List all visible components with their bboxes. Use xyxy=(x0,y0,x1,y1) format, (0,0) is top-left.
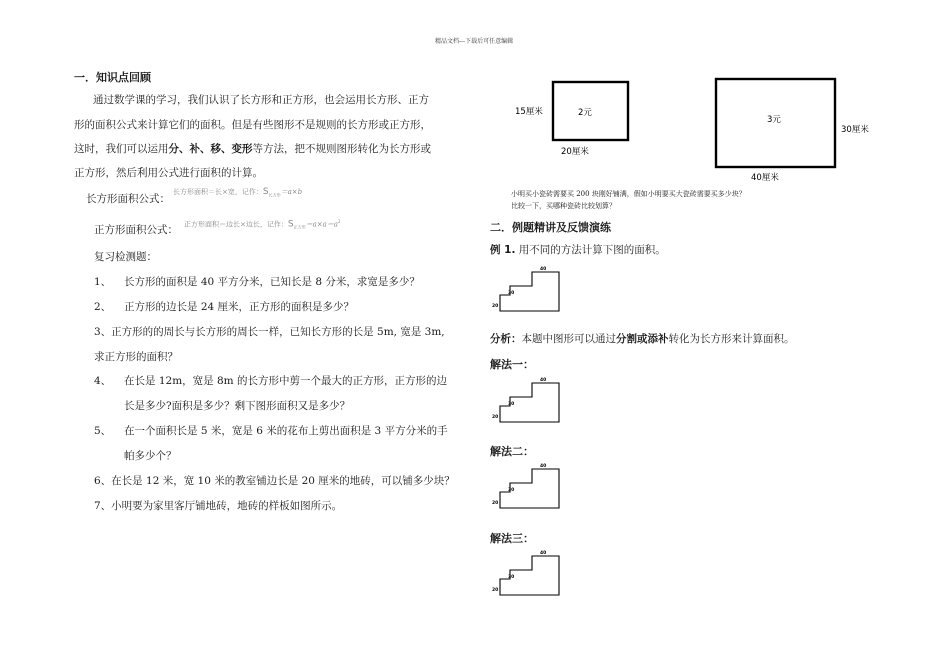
square-formula-eq: ＝a×a＝a xyxy=(305,220,338,229)
example-1 xyxy=(490,242,666,257)
section1-title: 一．知识点回顾 xyxy=(74,71,151,84)
square-formula-sub: 正方形 xyxy=(293,224,306,230)
question-5-line-1: 在一个面积长是 5 米，宽是 6 米的花布上剪出面积是 3 平方分米的手 xyxy=(124,425,448,437)
intro-line-3-a: 这时，我们可以运用 xyxy=(74,143,169,155)
rect-formula xyxy=(173,187,302,198)
question-4-line-2: 长是多少?面积是多少？剩下图形面积又是多少？ xyxy=(124,400,351,412)
figure-label-mid: 30 xyxy=(508,488,515,493)
square-formula-text: 正方形面积＝边长×边长，记作： xyxy=(184,220,288,229)
question-3-line-1: 3、正方形的的周长与长方形的周长一样，已知长方形的长是 5m, 宽是 3m, xyxy=(94,326,445,338)
analysis-text-c: 转化为长方形来计算面积。 xyxy=(668,333,795,345)
example-text: 用不同的方法计算下图的面积。 xyxy=(515,244,666,256)
small-tile-bottom-label: 20厘米 xyxy=(561,147,589,157)
intro-line-1: 通过数学课的学习，我们认识了长方形和正方形，也会运用长方形、正方 xyxy=(93,94,429,106)
figure-label-top: 40 xyxy=(540,551,547,556)
square-formula-s: S xyxy=(287,219,294,230)
question-3-line-2: 求正方形的面积？ xyxy=(94,351,178,363)
solution-1-title: 解法一： xyxy=(490,358,534,371)
analysis-text-a: 本题中图形可以通过 xyxy=(521,333,616,345)
question-7: 7、小明要为家里客厅铺地砖，地砖的样板如图所示。 xyxy=(94,500,343,512)
square-formula xyxy=(184,219,341,231)
section2-title: 二．例题精讲及反馈演练 xyxy=(490,221,611,234)
intro-line-3 xyxy=(74,137,431,162)
figure-label-low: 20 xyxy=(492,501,499,506)
q5-number: 5、 xyxy=(94,425,112,437)
rect-formula-sub: 长方形 xyxy=(268,192,281,198)
tile-diagrams xyxy=(505,72,885,184)
q2-number: 2、 xyxy=(94,301,112,313)
square-formula-label: 正方形面积公式： xyxy=(94,224,178,236)
step-figure-solution-2 xyxy=(490,461,562,511)
figure-label-mid: 30 xyxy=(508,575,515,580)
review-title: 复习检测题： xyxy=(94,251,157,263)
square-formula-sup: 2 xyxy=(337,219,341,224)
example-label: 例 1. xyxy=(490,244,516,256)
step-figure-example xyxy=(490,264,562,314)
step-figure-solution-1 xyxy=(490,375,562,425)
solution-2-title: 解法二： xyxy=(490,445,534,458)
large-tile-side-label: 30厘米 xyxy=(841,125,869,135)
tile-question-line-2: 比较一下，买哪种瓷砖比较划算？ xyxy=(511,202,616,210)
small-tile-price: 2元 xyxy=(578,108,592,118)
rect-formula-text: 长方形面积＝长×宽，记作： xyxy=(173,188,263,196)
intro-line-2: 形的面积公式来计算它们的面积。但是有些图形不是规则的长方形或正方形， xyxy=(74,119,431,131)
tile-question-line-1: 小明买小瓷砖需要买 200 块刚好铺满，假如小明要买大瓷砖需要买多少块？ xyxy=(511,190,746,198)
figure-label-low: 20 xyxy=(492,415,499,420)
analysis-label: 分析： xyxy=(490,333,522,345)
figure-label-low: 20 xyxy=(492,588,499,593)
question-2: 正方形的边长是 24 厘米，正方形的面积是多少？ xyxy=(124,301,355,313)
rect-formula-eq: ＝a×b xyxy=(280,188,303,196)
figure-label-mid: 30 xyxy=(508,291,515,296)
rect-formula-s: S xyxy=(262,187,269,197)
intro-line-4: 正方形，然后利用公式进行面积的计算。 xyxy=(74,167,263,179)
figure-label-top: 40 xyxy=(540,464,547,469)
intro-methods: 分、补、移、变形 xyxy=(168,143,253,155)
figure-label-mid: 30 xyxy=(508,402,515,407)
solution-3-title: 解法三： xyxy=(490,532,534,545)
small-tile-side-label: 15厘米 xyxy=(515,107,543,117)
intro-line-3-c: 等方法，把不规则图形转化为长方形或 xyxy=(252,143,431,155)
figure-label-top: 40 xyxy=(540,378,547,383)
q4-number: 4、 xyxy=(94,375,112,387)
question-1: 长方形的面积是 40 平方分米，已知长是 8 分米，求宽是多少？ xyxy=(124,276,420,288)
large-tile-price: 3元 xyxy=(767,115,781,125)
figure-label-low: 20 xyxy=(492,304,499,309)
question-4-line-1: 在长是 12m，宽是 8m 的长方形中剪一个最大的正方形，正方形的边 xyxy=(124,375,447,387)
page-header: 精品文档---下载后可任意编辑 xyxy=(435,38,514,45)
analysis-methods: 分割或添补 xyxy=(616,333,669,345)
analysis xyxy=(490,331,795,346)
large-tile-bottom-label: 40厘米 xyxy=(751,173,779,183)
question-5-line-2: 帕多少个？ xyxy=(124,450,177,462)
question-6: 6、在长是 12 米，宽 10 米的教室铺边长是 20 厘米的地砖，可以铺多少块？ xyxy=(94,475,455,487)
figure-label-top: 40 xyxy=(540,267,547,272)
rect-formula-label: 长方形面积公式： xyxy=(86,193,170,205)
q1-number: 1、 xyxy=(94,276,112,288)
step-figure-solution-3 xyxy=(490,548,562,598)
